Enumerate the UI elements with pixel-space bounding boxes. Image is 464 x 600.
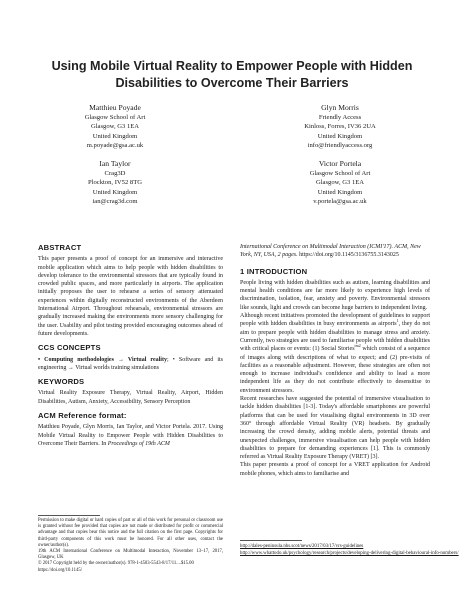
acm-reference-text	[38, 423, 223, 448]
acm-reference-body: Matthieu Poyade, Glyn Morris, Ian Taylor, and Victor Portela. 2017. Using Mobile Virtual Reality to Empower People with Hidden Disabilities to Overcome Their Barriers. In	[38, 424, 223, 447]
author-country: United Kingdom	[92, 132, 138, 140]
reference-venue-continued: International Conference on Multimodal Interaction (ICMI'17). ACM, New York, NY, USA, 2 pages.	[240, 244, 421, 259]
author-city: Glasgow, G3 1EA	[90, 123, 140, 131]
ccs-secondary: ; • Software and its engineering → Virtual worlds training simulations	[38, 356, 224, 371]
author-block	[30, 158, 200, 207]
introduction-heading: 1 INTRODUCTION	[240, 266, 308, 276]
author-email: ian@crag3d.com	[92, 198, 138, 206]
footnote-link[interactable]: http://dales-peninsula.nhs.scot/news/2017/03/17/vrs-guidelines	[240, 544, 364, 549]
author-affiliation: Glasgow School of Art	[309, 170, 371, 177]
footnote-marker: 1	[396, 318, 399, 324]
footnote-divider	[240, 540, 302, 541]
footnotes	[240, 543, 459, 557]
author-email: info@friendlyaccess.org	[307, 142, 373, 150]
intro-text: , they do not aim to prepare people with hidden disabilities to manage stress and anxiety. Currently, two strategies are used to familiarise people with hidden disabilities with critical places or events: (1) Social Stories	[240, 321, 430, 353]
abstract-heading: ABSTRACT	[38, 243, 82, 252]
author-country: United Kingdom	[317, 188, 363, 196]
ccs-heading: CCS CONCEPTS	[38, 343, 101, 353]
permission-block	[38, 518, 223, 574]
intro-paragraph: People living with hidden disabilities such as autism, learning disabilities and mental health conditions are far more likely to experience high levels of discrimination, isolation, fear, anxiety and poverty. Environmental stressors like sounds, light and crowds can become huge barriers to independent living.	[240, 279, 430, 311]
footnote-divider	[38, 515, 100, 516]
abstract-text: This paper presents a proof of concept for an immersive and interactive mobile application which aims to help people with hidden disabilities to develop tolerance to the environmental stressors that are typically found in crowded public spaces, and more particularly in airports. The application initially proposes the user to rehearse a series of sensory attenuated experiences within digitally reconstructed environments of the Aberdeen International Airport. Throughout rehearsals, environmental stressors are gradually increased making the environments more sensory challenging for the user. Usability and pilot testing provided encouraging outcomes ahead of future developments.	[38, 256, 223, 337]
author-city: Plockton, IV52 8TG	[87, 179, 143, 187]
author-name: Glyn Morris	[321, 103, 359, 112]
ccs-primary: • Computing methodologies → Virtual reality	[38, 356, 167, 363]
author-country: United Kingdom	[317, 132, 363, 140]
author-affiliation: Crag3D	[104, 170, 126, 177]
footnote-marker: tm2	[354, 343, 361, 349]
author-name: Matthieu Poyade	[89, 103, 141, 112]
intro-paragraph: Recent researches have suggested the potential of immersive visualisation to tackle hidden disabilities [1-3]. Today's affordable smartphones are powerful platforms that can be used for visualising digital environments in 3D over 360° through affordable Virtual Reality (VR) headsets. By gradually increasing the crowd density, adding mobile alerts, potential threats and unexpected challenges, immersive visualisation can help people with hidden disabilities to prepare for demanding experiences [1]. This is commonly referred as Virtual Reality Exposure Therapy (VRET) [3].	[240, 396, 430, 461]
author-name: Victor Portela	[318, 159, 362, 168]
keywords-text: Virtual Reality Exposure Therapy, Virtual Reality, Airport, Hidden Disabilities, Autism, Anxiety, Accessibility, Sensory Perception	[38, 390, 223, 405]
intro-text: which consist of a sequence of images along with descriptions of what to expect; and (2) pre-visits of facilities as a reasonable adjustment. However, these strategies are often not enough to increase individual's confidence and ability to lead a more independent life as they do not contribute effectively to desensitise to environment stressors.	[240, 346, 430, 394]
author-email: v.portela@gsa.ac.uk	[313, 198, 367, 206]
left-column	[38, 244, 223, 448]
author-city: Glasgow, G3 1EA	[315, 179, 365, 187]
title-line-1: Using Mobile Virtual Reality to Empower People with Hidden	[51, 59, 413, 73]
acm-reference-venue: Proceedings of 19th ACM	[107, 440, 170, 447]
permission-text: Permission to make digital or hard copies of part or all of this work for personal or classroom use is granted without fee provided that copies are not made or distributed for profit or commercial advantage and that copies bear this notice and the full citation on the first page. Copyrights for third-party components of this work must be honored. For all other uses, contact the owner/author(s).	[38, 518, 223, 548]
author-name: Ian Taylor	[99, 159, 131, 168]
paper-title	[30, 58, 434, 92]
reference-continuation	[240, 243, 430, 260]
author-block	[255, 102, 425, 151]
intro-paragraph	[240, 312, 430, 395]
title-line-2: Disabilities to Overcome Their Barriers	[115, 76, 349, 90]
author-affiliation: Friendly Access	[318, 114, 362, 121]
reference-doi: https://doi.org/10.1145/3136755.3143025	[299, 252, 399, 259]
intro-text: Although recent initiatives promoted the development of guidelines to support people with hidden disabilities in busy environments as airports	[240, 313, 430, 328]
right-column	[240, 243, 430, 478]
conference-line: 19th ACM International Conference on Multimodal Interaction, November 13–17, 2017, Glasgow, UK	[38, 549, 223, 561]
author-affiliation: Glasgow School of Art	[84, 114, 146, 121]
author-email: m.poyade@gsa.ac.uk	[86, 142, 144, 150]
keywords-heading: KEYWORDS	[38, 377, 85, 387]
copyright-line: © 2017 Copyright held by the owner/author(s). 978-1-4503-5543-8/17/11....$15.00	[38, 561, 194, 567]
acm-reference-heading: ACM Reference format:	[38, 411, 127, 421]
intro-paragraph: This paper presents a proof of concept for a VRET application for Android mobile phones, which aims to familiarise and	[240, 462, 430, 477]
author-city: Kinloss, Forres, IV36 2UA	[304, 123, 376, 131]
ccs-concepts	[38, 356, 223, 373]
doi-line: https://doi.org/10.1145/	[38, 567, 83, 573]
author-country: United Kingdom	[92, 188, 138, 196]
footnote-link[interactable]: http://www.whattodo.uk/psychology/research/projects/developing-delivering-digital-behavioural-info-numbers/	[240, 551, 459, 556]
author-block	[30, 102, 200, 151]
author-block	[255, 158, 425, 207]
